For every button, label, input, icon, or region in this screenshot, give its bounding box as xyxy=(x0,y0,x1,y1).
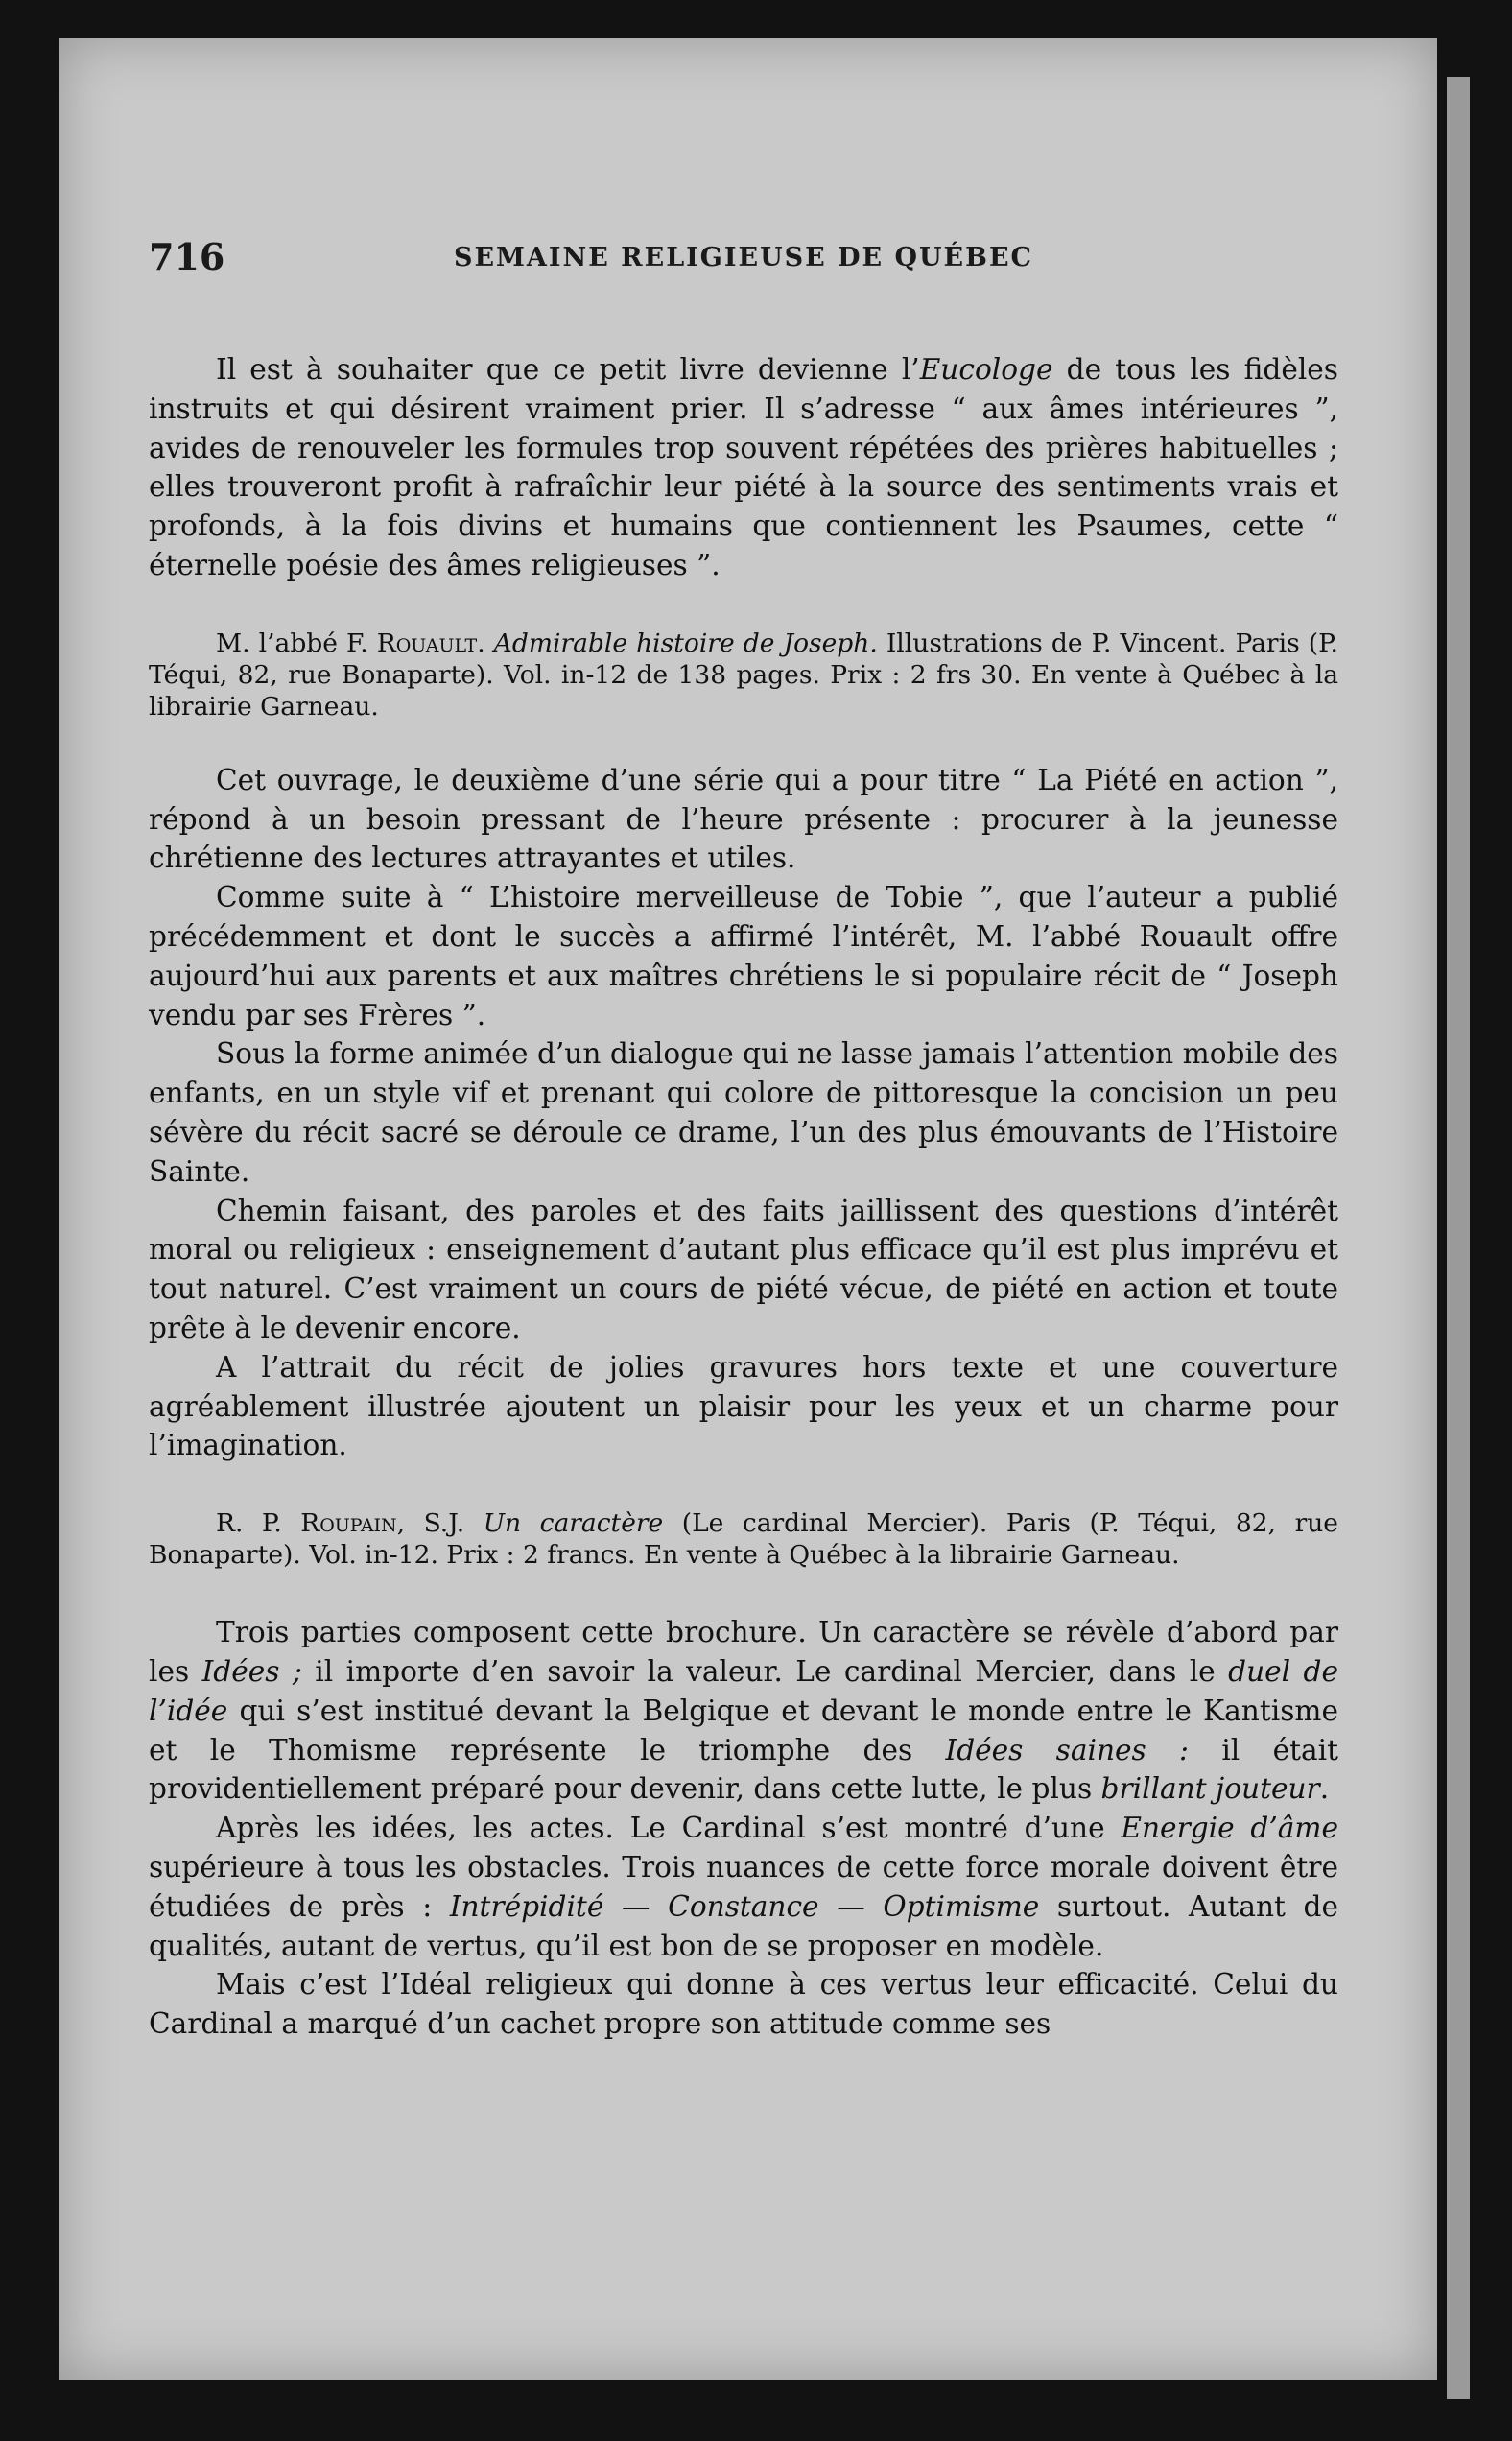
italic-term: Idées ; xyxy=(201,1654,302,1688)
text-run: supérieure à tous les obstacles. Trois nuances de cette force morale doivent être étudiées de près : xyxy=(149,1850,1338,1923)
italic-title: Eucologe xyxy=(919,353,1053,386)
text-run: qui s’est institué devant la Belgique et devant le monde entre le Kantisme et le Thomisme représente le triomphe des xyxy=(149,1694,1338,1766)
book-title: Un caractère xyxy=(483,1508,664,1539)
author-prefix: R. P. xyxy=(216,1508,301,1539)
paragraph-ideal: Mais c’est l’Idéal religieux qui donne à ces vertus leur efficacité. Celui du Cardinal a marqué d’un cachet propre son attitude comme ses xyxy=(149,1968,1338,2041)
book-title: Admirable histoire de Joseph. xyxy=(493,628,878,658)
text-run: . xyxy=(1319,1772,1330,1806)
paragraph-review-intro: Cet ouvrage, le deuxième d’une série qui a pour titre “ La Piété en action ”, répond à un besoin pressant de l’heure présente : procurer à la jeunesse chrétienne des lectures attrayantes et utiles. xyxy=(149,763,1338,875)
paragraph-review-moral: Chemin faisant, des paroles et des faits jaillissent des questions d’intérêt moral ou religieux : enseignement d’autant plus efficace qu’il est plus imprévu et tout naturel. C’est vraiment un cours de piété vécue, de piété en action et toute prête à le devenir encore. xyxy=(149,1194,1338,1344)
paragraph-review-tobie: Comme suite à “ L’histoire merveilleuse de Tobie ”, que l’auteur a publié précédemment et dont le succès a affirmé l’intérêt, M. l’abbé Rouault offre aujourd’hui aux parents et aux maîtres chrétiens le si populaire récit de “ Joseph vendu par ses Frères ”. xyxy=(149,881,1338,1031)
author-name: Rouault. xyxy=(376,628,485,658)
paragraph-energie xyxy=(149,1809,1338,1965)
text-run: Trois parties composent cette brochure. Un caractère se révèle d’abord par les xyxy=(149,1616,1338,1688)
text-run: surtout. Autant de qualités, autant de vertus, qu’il est bon de se proposer en modèle. xyxy=(149,1889,1338,1962)
italic-term: Energie d’âme xyxy=(1121,1812,1338,1845)
publication-details: Illustrations de P. Vincent. Paris (P. Téqui, 82, rue Bonaparte). Vol. in-12 de 138 pages. Prix : 2 frs 30. En vente à Québec à la librairie Garneau. xyxy=(149,628,1338,722)
text-run xyxy=(485,628,494,658)
adjacent-page-edge xyxy=(1447,77,1470,2399)
italic-term: Idées saines : xyxy=(945,1733,1190,1766)
text-run: il était providentiellement préparé pour devenir, dans cette lutte, le plus xyxy=(149,1733,1338,1806)
paragraph-eucologe xyxy=(149,350,1338,585)
italic-term: Intrépidité — Constance — Optimisme xyxy=(449,1889,1040,1923)
page-number: 716 xyxy=(149,235,225,278)
bibliographic-entry-rouault xyxy=(149,628,1338,723)
bibliographic-entry-roupain xyxy=(149,1507,1338,1571)
running-title: SEMAINE RELIGIEUSE DE QUÉBEC xyxy=(453,243,1034,273)
paragraph-review-dialogue: Sous la forme animée d’un dialogue qui ne lasse jamais l’attention mobile des enfants, en un style vif et prenant qui colore de pittoresque la concision un peu sévère du récit sacré se déroule ce drame, l’un des plus émouvants de l’Histoire Sainte. xyxy=(149,1037,1338,1188)
running-head xyxy=(149,235,1338,293)
author-prefix: M. l’abbé F. xyxy=(216,628,377,658)
text-run: Après les idées, les actes. Le Cardinal s’est montré d’une xyxy=(216,1812,1122,1845)
publication-details: (Le cardinal Mercier). Paris (P. Téqui, 82, rue Bonaparte). Vol. in-12. Prix : 2 francs. En vente à Québec à la librairie Garneau. xyxy=(149,1508,1338,1571)
text-run: il importe d’en savoir la valeur. Le cardinal Mercier, dans le xyxy=(301,1654,1229,1688)
text-run: Il est à souhaiter que ce petit livre devienne l’ xyxy=(216,353,920,386)
paragraph-review-illustrations: A l’attrait du récit de jolies gravures hors texte et une couverture agréablement illustrée ajoutent un plaisir pour les yeux et un charme pour l’imagination. xyxy=(149,1350,1338,1462)
italic-term: duel de l’idée xyxy=(149,1654,1338,1727)
paragraph-three-parts xyxy=(149,1613,1338,1809)
text-run: de tous les fidèles instruits et qui désirent vraiment prier. Il s’adresse “ aux âmes intérieures ”, avides de renouveler les formules trop souvent répétées des prières habituelles ; elles trouveront profit à rafraîchir leur piété à la source des sentiments vrais et profonds, à la fois divins et humains que contiennent les Psaumes, cette “ éternelle poésie des âmes religieuses ”. xyxy=(149,353,1338,581)
page-body xyxy=(149,350,1338,2044)
italic-term: brillant jouteur xyxy=(1100,1772,1320,1806)
author-name: Roupain xyxy=(300,1508,397,1539)
text-run: , S.J. xyxy=(396,1508,484,1539)
